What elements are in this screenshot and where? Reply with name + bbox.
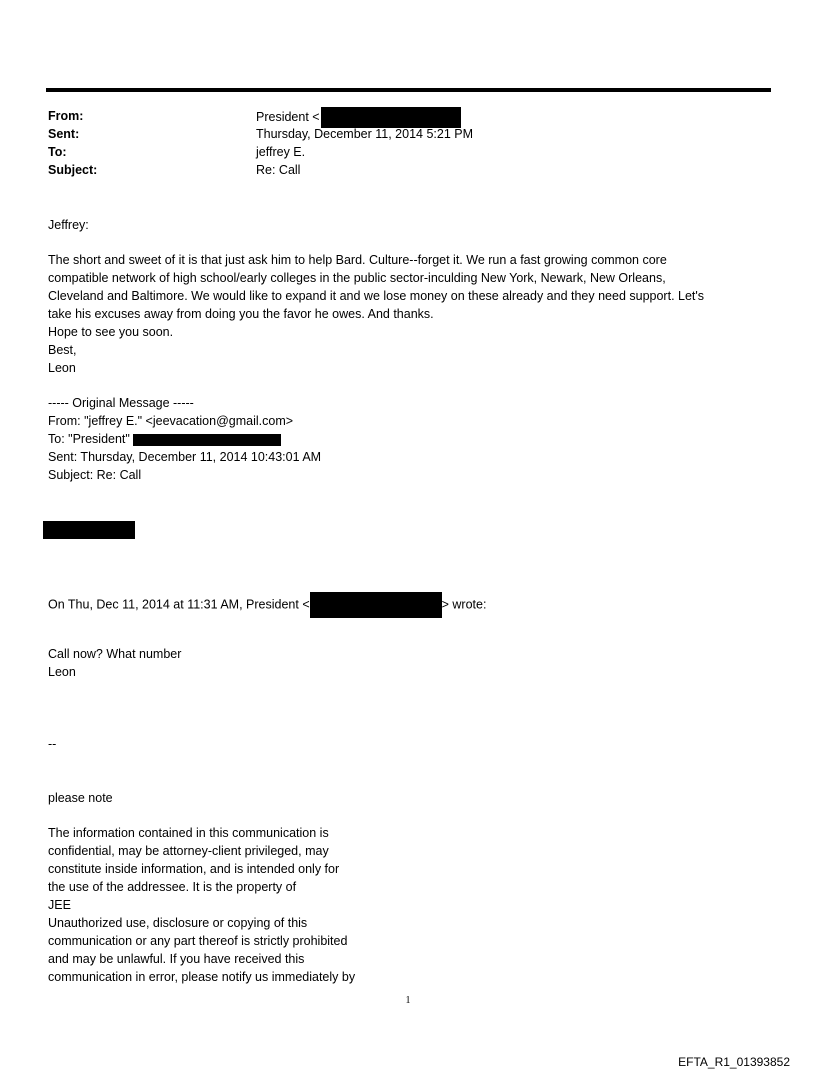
- attribution-end: > wrote:: [441, 597, 487, 612]
- document-id: EFTA_R1_01393852: [678, 1055, 790, 1069]
- from-name: President <: [256, 109, 320, 124]
- disclaimer-line: constitute inside information, and is intended only for: [48, 862, 340, 876]
- original-from: From: "jeffrey E." <jeevacation@gmail.com>: [48, 414, 294, 428]
- greeting: Jeffrey:: [48, 218, 89, 232]
- disclaimer-line: confidential, may be attorney-client privileged, may: [48, 844, 329, 858]
- page-number: 1: [405, 995, 411, 1006]
- signature-dashes: --: [48, 737, 57, 751]
- disclaimer-line: JEE: [48, 898, 71, 912]
- disclaimer-line: communication or any part thereof is strictly prohibited: [48, 934, 348, 948]
- body-line: take his excuses away from doing you the favor he owes. And thanks.: [48, 307, 434, 321]
- original-marker: ----- Original Message -----: [48, 396, 194, 410]
- to-value: jeffrey E.: [256, 145, 306, 159]
- sent-row: [48, 125, 768, 143]
- to-label: To:: [48, 145, 67, 159]
- body-line: Leon: [48, 361, 76, 375]
- header-rule: [46, 88, 771, 92]
- disclaimer-line: and may be unlawful. If you have received this: [48, 952, 305, 966]
- disclaimer-line: Unauthorized use, disclosure or copying of this: [48, 916, 308, 930]
- body-line: Cleveland and Baltimore. We would like to expand it and we lose money on these already and they need support. Let's: [48, 289, 705, 303]
- from-label: From:: [48, 109, 84, 123]
- redaction-block: [43, 521, 135, 539]
- disclaimer-line: communication in error, please notify us immediately by: [48, 970, 356, 984]
- from-row: [48, 107, 768, 125]
- original-sent: Sent: Thursday, December 11, 2014 10:43:01 AM: [48, 450, 322, 464]
- quote-attribution: [48, 592, 486, 618]
- body-line: The short and sweet of it is that just ask him to help Bard. Culture--forget it. We run a fast growing common core: [48, 253, 667, 267]
- redaction-block: [310, 592, 442, 618]
- subject-value: Re: Call: [256, 163, 301, 177]
- disclaimer-line: The information contained in this communication is: [48, 826, 329, 840]
- body-line: Best,: [48, 343, 77, 357]
- attribution-start: On Thu, Dec 11, 2014 at 11:31 AM, President <: [48, 597, 310, 612]
- subject-label: Subject:: [48, 163, 98, 177]
- body-line: Hope to see you soon.: [48, 325, 174, 339]
- body-line: compatible network of high school/early colleges in the public sector-inculding New York, Newark, New Orleans,: [48, 271, 666, 285]
- disclaimer-line: the use of the addressee. It is the property of: [48, 880, 297, 894]
- sent-label: Sent:: [48, 127, 80, 141]
- original-subject: Subject: Re: Call: [48, 468, 142, 482]
- redaction-block: [133, 434, 281, 446]
- original-to: To: "President": [48, 432, 134, 446]
- subject-row: [48, 161, 768, 179]
- signature-note: please note: [48, 791, 113, 805]
- sent-value: Thursday, December 11, 2014 5:21 PM: [256, 127, 474, 141]
- to-row: [48, 143, 768, 161]
- quoted-line: Call now? What number: [48, 647, 182, 661]
- original-to-row: [48, 430, 281, 448]
- quoted-line: Leon: [48, 665, 76, 679]
